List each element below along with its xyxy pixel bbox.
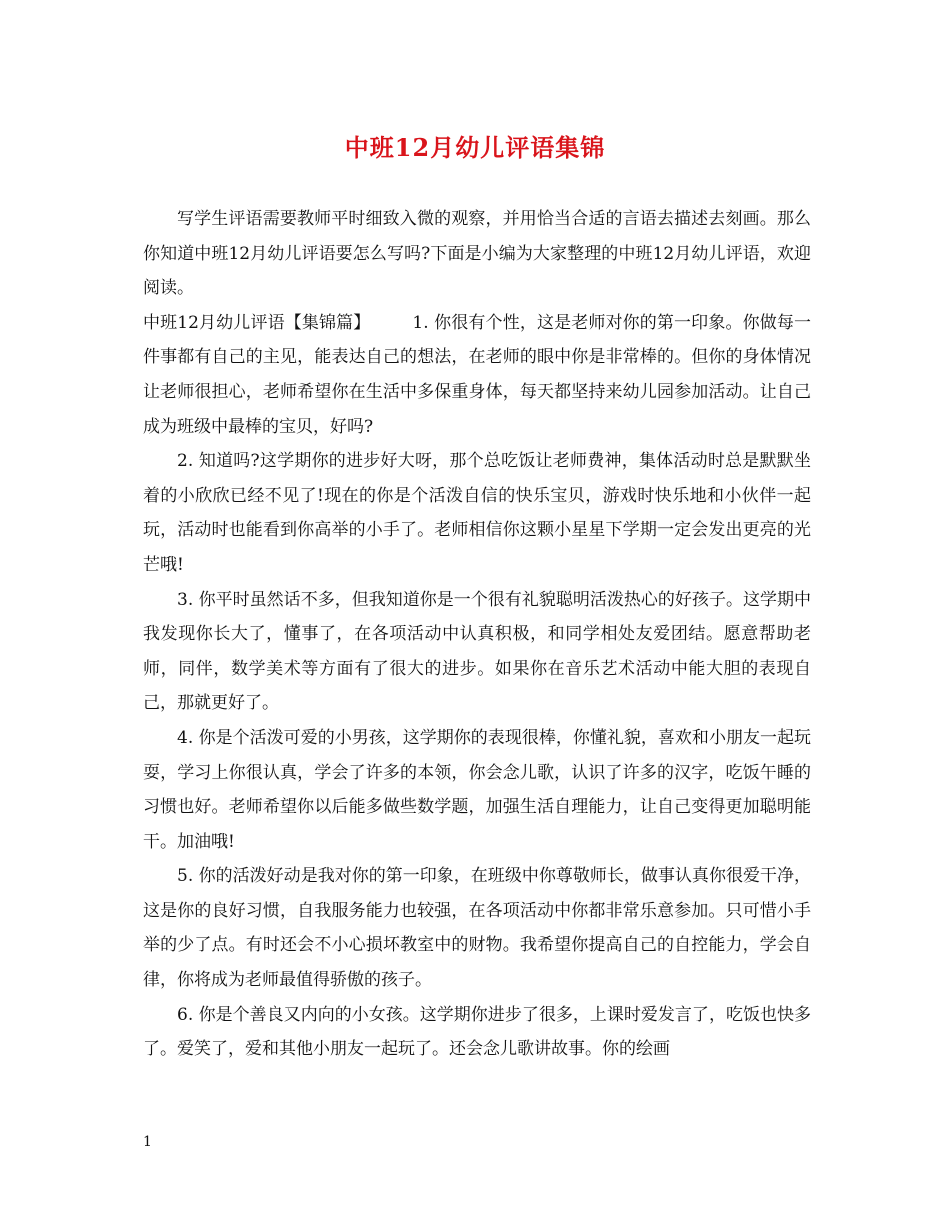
comment-3: 3. 你平时虽然话不多，但我知道你是一个很有礼貌聪明活泼热心的好孩子。这学期中我发现你长大了，懂事了，在各项活动中认真积极，和同学相处友爱团结。愿意帮助老师，同伴，数学美术等方面有了很大的进步。如果你在音乐艺术活动中能大胆的表现自己，那就更好了。: [143, 589, 811, 714]
comment-4: 4. 你是个活泼可爱的小男孩，这学期你的表现很棒，你懂礼貌，喜欢和小朋友一起玩耍，学习上你很认真，学会了许多的本领，你会念儿歌，认识了许多的汉字，吃饭午睡的习惯也好。老师希望你以后能多做些数学题，加强生活自理能力，让自己变得更加聪明能干。加油哦!: [143, 727, 811, 852]
comment-2: 2. 知道吗?这学期你的进步好大呀，那个总吃饭让老师费神，集体活动时总是默默坐着的小欣欣已经不见了!现在的你是个活泼自信的快乐宝贝，游戏时快乐地和小伙伴一起玩，活动时也能看到你高举的小手了。老师相信你这颗小星星下学期一定会发出更亮的光芒哦!: [143, 451, 811, 575]
comment-6: 6. 你是个善良又内向的小女孩。这学期你进步了很多，上课时爱发言了，吃饭也快多了。爱笑了，爱和其他小朋友一起玩了。还会念儿歌讲故事。你的绘画: [143, 1004, 811, 1060]
document-body: [143, 202, 811, 1067]
page-number: 1: [143, 1134, 152, 1150]
comment-5: 5. 你的活泼好动是我对你的第一印象，在班级中你尊敬师长，做事认真你很爱干净，这是你的良好习惯，自我服务能力也较强，在各项活动中你都非常乐意参加。只可惜小手举的少了点。有时还会不小心损坏教室中的财物。我希望你提高自己的自控能力，学会自律，你将成为老师最值得骄傲的孩子。: [143, 866, 811, 991]
intro-paragraph: 写学生评语需要教师平时细致入微的观察，并用恰当合适的言语去描述去刻画。那么你知道中班12月幼儿评语要怎么写吗?下面是小编为大家整理的中班12月幼儿评语，欢迎阅读。: [143, 209, 811, 299]
comment-1: 1. 你很有个性，这是老师对你的第一印象。你做每一件事都有自己的主见，能表达自己的想法，在老师的眼中你是非常棒的。但你的身体情况让老师很担心，老师希望你在生活中多保重身体，每天都坚持来幼儿园参加活动。让自己成为班级中最棒的宝贝，好吗?: [143, 312, 811, 437]
section-heading: 中班12月幼儿评语【集锦篇】: [143, 312, 371, 333]
page-title: 中班12月幼儿评语集锦: [344, 133, 606, 162]
section-paragraph: [143, 306, 811, 444]
